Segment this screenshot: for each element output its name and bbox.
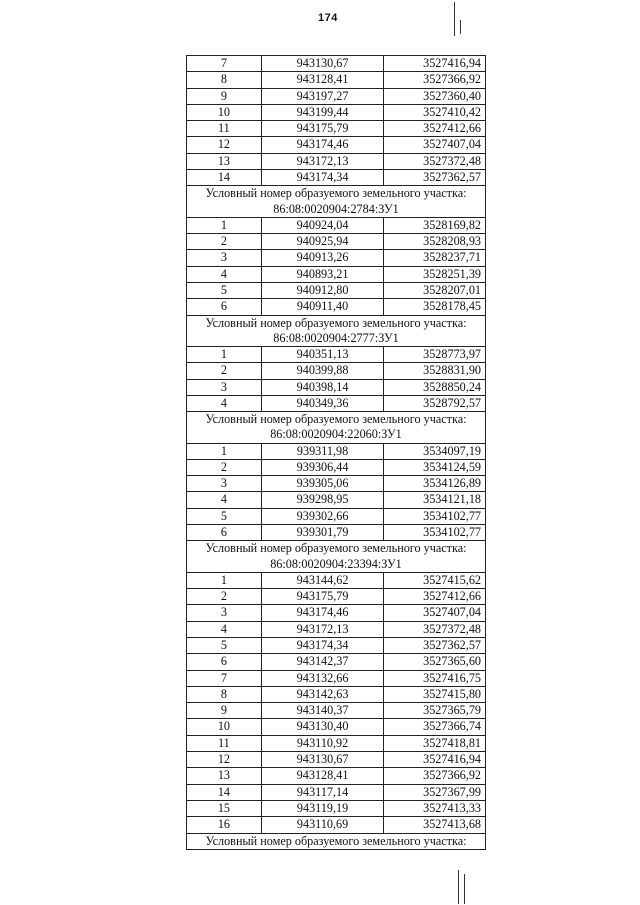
scan-mark-bottom: [458, 870, 459, 904]
x-coordinate: 940893,21: [261, 266, 384, 282]
cadastral-number: 86:08:0020904:23394:ЗУ1: [270, 556, 402, 571]
y-coordinate: 3528792,57: [384, 395, 486, 411]
point-number: 10: [187, 104, 262, 120]
table-row: [187, 508, 486, 524]
y-coordinate: 3527365,60: [384, 654, 486, 670]
y-coordinate: 3534102,77: [384, 525, 486, 541]
x-coordinate: 939302,66: [261, 508, 384, 524]
table-row: [187, 719, 486, 735]
table-row: [187, 768, 486, 784]
point-number: 11: [187, 735, 262, 751]
table-row: [187, 686, 486, 702]
point-number: 4: [187, 621, 262, 637]
x-coordinate: 939311,98: [261, 443, 384, 459]
table-row: [187, 88, 486, 104]
x-coordinate: 943110,69: [261, 817, 384, 833]
x-coordinate: 943128,41: [261, 768, 384, 784]
x-coordinate: 943142,63: [261, 686, 384, 702]
y-coordinate: 3527366,92: [384, 768, 486, 784]
table-row: [187, 395, 486, 411]
table-row: [187, 637, 486, 653]
y-coordinate: 3527365,79: [384, 703, 486, 719]
x-coordinate: 943172,13: [261, 153, 384, 169]
table-row: [187, 346, 486, 362]
y-coordinate: 3527416,75: [384, 670, 486, 686]
point-number: 9: [187, 88, 262, 104]
section-header: [187, 833, 486, 849]
table-row: [187, 654, 486, 670]
y-coordinate: 3528251,39: [384, 266, 486, 282]
table-row: [187, 363, 486, 379]
point-number: 7: [187, 670, 262, 686]
table-row: [187, 121, 486, 137]
point-number: 2: [187, 459, 262, 475]
point-number: 12: [187, 137, 262, 153]
point-number: 4: [187, 395, 262, 411]
point-number: 5: [187, 637, 262, 653]
point-number: 2: [187, 363, 262, 379]
x-coordinate: 943175,79: [261, 121, 384, 137]
y-coordinate: 3527407,04: [384, 605, 486, 621]
table-row: [187, 735, 486, 751]
point-number: 13: [187, 153, 262, 169]
x-coordinate: 943132,66: [261, 670, 384, 686]
x-coordinate: 943142,37: [261, 654, 384, 670]
x-coordinate: 939305,06: [261, 476, 384, 492]
y-coordinate: 3527415,80: [384, 686, 486, 702]
section-header: [187, 315, 486, 346]
x-coordinate: 940925,94: [261, 234, 384, 250]
coordinates-table: [186, 55, 486, 850]
cadastral-number: 86:08:0020904:2777:ЗУ1: [273, 330, 399, 345]
x-coordinate: 940912,80: [261, 282, 384, 298]
y-coordinate: 3534124,59: [384, 459, 486, 475]
x-coordinate: 943130,40: [261, 719, 384, 735]
table-row: [187, 621, 486, 637]
table-row: [187, 56, 486, 72]
x-coordinate: 943199,44: [261, 104, 384, 120]
table-row: [187, 703, 486, 719]
y-coordinate: 3527366,74: [384, 719, 486, 735]
coordinates-table-body: [187, 56, 486, 850]
table-row: [187, 589, 486, 605]
table-row: [187, 572, 486, 588]
y-coordinate: 3527416,94: [384, 56, 486, 72]
x-coordinate: 939298,95: [261, 492, 384, 508]
point-number: 6: [187, 525, 262, 541]
x-coordinate: 943174,34: [261, 170, 384, 186]
cadastral-number: 86:08:0020904:2784:ЗУ1: [273, 201, 399, 216]
x-coordinate: 943174,46: [261, 137, 384, 153]
table-row: [187, 752, 486, 768]
point-number: 4: [187, 492, 262, 508]
point-number: 16: [187, 817, 262, 833]
point-number: 11: [187, 121, 262, 137]
scan-mark-top: [454, 2, 455, 36]
table-row: [187, 525, 486, 541]
y-coordinate: 3534121,18: [384, 492, 486, 508]
point-number: 15: [187, 800, 262, 816]
section-header-label: Условный номер образуемого земельного участка:: [205, 412, 467, 427]
table-row: [187, 492, 486, 508]
table-row: [187, 104, 486, 120]
table-row: [187, 817, 486, 833]
point-number: 3: [187, 250, 262, 266]
y-coordinate: 3527416,94: [384, 752, 486, 768]
section-header: [187, 541, 486, 572]
x-coordinate: 940911,40: [261, 299, 384, 315]
y-coordinate: 3528169,82: [384, 217, 486, 233]
point-number: 1: [187, 217, 262, 233]
x-coordinate: 940913,26: [261, 250, 384, 266]
y-coordinate: 3527372,48: [384, 153, 486, 169]
x-coordinate: 943140,37: [261, 703, 384, 719]
table-row: [187, 800, 486, 816]
section-header-row: [187, 833, 486, 849]
point-number: 8: [187, 72, 262, 88]
point-number: 8: [187, 686, 262, 702]
point-number: 13: [187, 768, 262, 784]
scan-mark-top-2: [460, 20, 461, 34]
point-number: 1: [187, 443, 262, 459]
x-coordinate: 940349,36: [261, 395, 384, 411]
point-number: 9: [187, 703, 262, 719]
point-number: 6: [187, 654, 262, 670]
y-coordinate: 3527412,66: [384, 589, 486, 605]
table-row: [187, 476, 486, 492]
point-number: 7: [187, 56, 262, 72]
y-coordinate: 3527413,68: [384, 817, 486, 833]
y-coordinate: 3527413,33: [384, 800, 486, 816]
y-coordinate: 3527366,92: [384, 72, 486, 88]
point-number: 10: [187, 719, 262, 735]
point-number: 12: [187, 752, 262, 768]
section-header-label: Условный номер образуемого земельного участка:: [205, 186, 467, 201]
point-number: 14: [187, 170, 262, 186]
x-coordinate: 943197,27: [261, 88, 384, 104]
y-coordinate: 3527410,42: [384, 104, 486, 120]
y-coordinate: 3527415,62: [384, 572, 486, 588]
y-coordinate: 3527407,04: [384, 137, 486, 153]
section-header-row: [187, 541, 486, 572]
point-number: 2: [187, 589, 262, 605]
table-row: [187, 234, 486, 250]
section-header-row: [187, 315, 486, 346]
x-coordinate: 943130,67: [261, 752, 384, 768]
x-coordinate: 943172,13: [261, 621, 384, 637]
section-header-label: Условный номер образуемого земельного участка:: [205, 833, 467, 848]
y-coordinate: 3527418,81: [384, 735, 486, 751]
y-coordinate: 3527360,40: [384, 88, 486, 104]
x-coordinate: 943117,14: [261, 784, 384, 800]
section-header: [187, 412, 486, 443]
point-number: 4: [187, 266, 262, 282]
scan-mark-bottom-2: [464, 874, 465, 904]
table-row: [187, 282, 486, 298]
table-row: [187, 379, 486, 395]
table-row: [187, 299, 486, 315]
x-coordinate: 943174,34: [261, 637, 384, 653]
table-row: [187, 153, 486, 169]
x-coordinate: 943174,46: [261, 605, 384, 621]
y-coordinate: 3527372,48: [384, 621, 486, 637]
y-coordinate: 3534126,89: [384, 476, 486, 492]
section-header-row: [187, 412, 486, 443]
x-coordinate: 943130,67: [261, 56, 384, 72]
point-number: 2: [187, 234, 262, 250]
point-number: 1: [187, 572, 262, 588]
y-coordinate: 3528831,90: [384, 363, 486, 379]
table-row: [187, 266, 486, 282]
y-coordinate: 3534102,77: [384, 508, 486, 524]
table-row: [187, 784, 486, 800]
y-coordinate: 3528237,71: [384, 250, 486, 266]
table-row: [187, 250, 486, 266]
point-number: 3: [187, 379, 262, 395]
y-coordinate: 3527367,99: [384, 784, 486, 800]
point-number: 6: [187, 299, 262, 315]
section-header: [187, 186, 486, 217]
table-row: [187, 605, 486, 621]
x-coordinate: 943144,62: [261, 572, 384, 588]
x-coordinate: 943119,19: [261, 800, 384, 816]
x-coordinate: 939301,79: [261, 525, 384, 541]
y-coordinate: 3527362,57: [384, 170, 486, 186]
point-number: 14: [187, 784, 262, 800]
y-coordinate: 3528773,97: [384, 346, 486, 362]
page-number: 174: [318, 12, 338, 24]
point-number: 3: [187, 605, 262, 621]
table-row: [187, 170, 486, 186]
table-row: [187, 459, 486, 475]
y-coordinate: 3528850,24: [384, 379, 486, 395]
y-coordinate: 3528207,01: [384, 282, 486, 298]
point-number: 3: [187, 476, 262, 492]
x-coordinate: 943175,79: [261, 589, 384, 605]
x-coordinate: 940398,14: [261, 379, 384, 395]
table-row: [187, 72, 486, 88]
y-coordinate: 3528178,45: [384, 299, 486, 315]
y-coordinate: 3527412,66: [384, 121, 486, 137]
y-coordinate: 3534097,19: [384, 443, 486, 459]
section-header-label: Условный номер образуемого земельного участка:: [205, 315, 467, 330]
table-row: [187, 443, 486, 459]
y-coordinate: 3528208,93: [384, 234, 486, 250]
x-coordinate: 940399,88: [261, 363, 384, 379]
point-number: 5: [187, 508, 262, 524]
y-coordinate: 3527362,57: [384, 637, 486, 653]
table-row: [187, 217, 486, 233]
cadastral-number: 86:08:0020904:22060:ЗУ1: [270, 427, 402, 442]
point-number: 5: [187, 282, 262, 298]
x-coordinate: 940351,13: [261, 346, 384, 362]
table-row: [187, 137, 486, 153]
point-number: 1: [187, 346, 262, 362]
x-coordinate: 943110,92: [261, 735, 384, 751]
x-coordinate: 939306,44: [261, 459, 384, 475]
section-header-label: Условный номер образуемого земельного участка:: [205, 541, 467, 556]
x-coordinate: 943128,41: [261, 72, 384, 88]
section-header-row: [187, 186, 486, 217]
table-row: [187, 670, 486, 686]
x-coordinate: 940924,04: [261, 217, 384, 233]
